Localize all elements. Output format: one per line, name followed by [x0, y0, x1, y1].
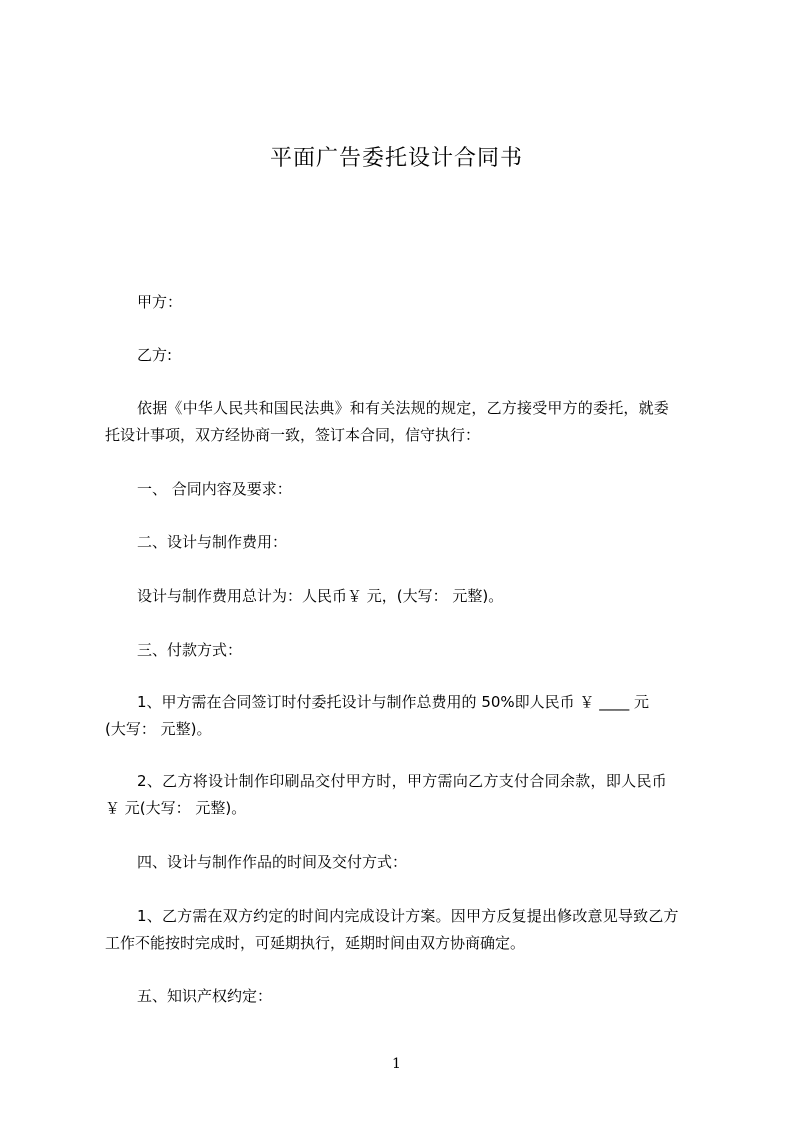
basis-paragraph-line-1: 依据《中华人民共和国民法典》和有关法规的规定，乙方接受甲方的委托，就委 — [137, 399, 670, 417]
fee-total-line: 设计与制作费用总计为：人民币￥ 元，(大写： 元整)。 — [137, 587, 504, 605]
section-heading-delivery: 四、设计与制作作品的时间及交付方式： — [137, 853, 408, 871]
section-heading-fees: 二、设计与制作费用： — [137, 533, 288, 551]
page-number: 1 — [392, 1056, 401, 1072]
section-heading-contract-content: 一、 合同内容及要求： — [137, 480, 292, 498]
document-title: 平面广告委托设计合同书 — [269, 146, 523, 171]
payment-clause-1-line-2: (大写： 元整)。 — [105, 720, 212, 738]
party-b-label: 乙方: — [137, 346, 173, 364]
basis-paragraph-line-2: 托设计事项，双方经协商一致，签订本合同，信守执行： — [105, 426, 481, 444]
section-heading-payment: 三、付款方式： — [137, 641, 243, 659]
delivery-clause-1-line-2: 工作不能按时完成时，可延期执行，延期时间由双方协商确定。 — [105, 934, 526, 952]
party-a-label: 甲方： — [137, 293, 183, 311]
delivery-clause-1-line-1: 1、乙方需在双方约定的时间内完成设计方案。因甲方反复提出修改意见导致乙方 — [137, 907, 679, 925]
section-heading-ip: 五、知识产权约定： — [137, 987, 273, 1005]
payment-clause-2-line-2: ￥ 元(大写： 元整)。 — [105, 799, 247, 817]
payment-clause-1-line-1: 1、甲方需在合同签订时付委托设计与制作总费用的 50%即人民币 ￥ ____ 元 — [137, 693, 649, 711]
payment-clause-2-line-1: 2、乙方将设计制作印刷品交付甲方时，甲方需向乙方支付合同余款，即人民币 — [137, 772, 668, 790]
